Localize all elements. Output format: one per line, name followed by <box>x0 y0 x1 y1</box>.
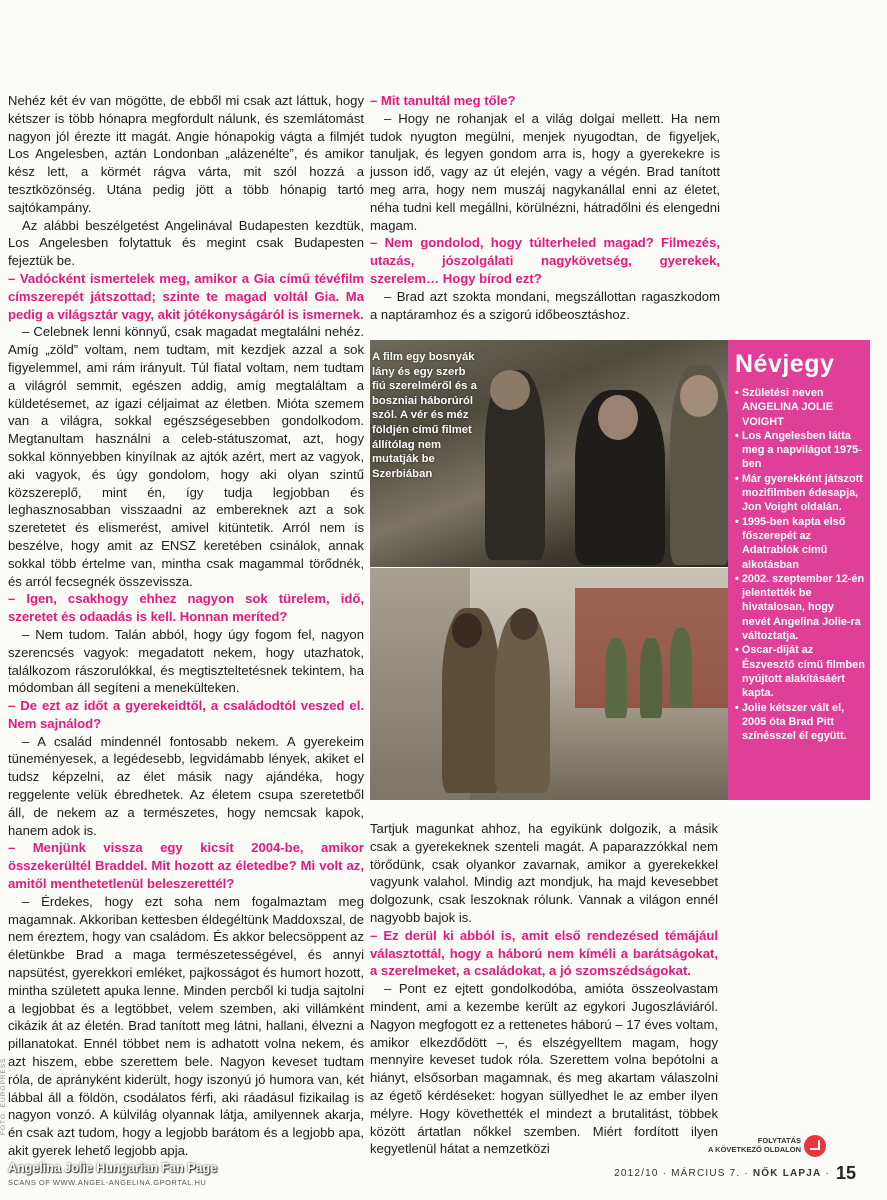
nevjegy-item: • Jolie kétszer vált el, 2005 óta Brad Pitt színésszel él együtt. <box>735 701 865 744</box>
fan-page-watermark: Angelina Jolie Hungarian Fan Page <box>8 1161 218 1175</box>
nevjegy-item: • 2002. szeptember 12-én jelentették be hivatalosan, hogy nevét Angelina Jolie-ra változtatja. <box>735 572 865 643</box>
continue-line1: FOLYTATÁS <box>757 1136 801 1145</box>
nevjegy-title: Névjegy <box>735 350 835 378</box>
paragraph: Nehéz két év van mögötte, de ebből mi csak azt láttuk, hogy kétszer is több hónapra megfordult nálunk, és szemlátomást nagyon jól érezte itt magát. Angie hónapokig vágta a filmjét Los Angelesben, aztán Londonban „alázenélte”, és amikor kész lett, a körmét rágva várta, mit szól hozzá a tesztközönség. Utána pedig jött a több hónapig tartó sajtókampány. <box>8 93 364 215</box>
footer-magazine: NŐK LAPJA <box>752 1168 822 1179</box>
nevjegy-item: • Oscar-díját az Észvesztő című filmben nyújtott alakításáért kapta. <box>735 643 865 700</box>
paragraph: Tartjuk magunkat ahhoz, ha egyikünk dolgozik, a másik csak a gyerekeknek szenteli magát. A paparazzókkal nem törődünk, csak olyankor zavarnak, amikor a gyerekekkel vagyunk valahol. Mindig azt mondjuk, ha majd kevesebbet dolgozunk, csak leszoknak rólunk. Vannak a világon ennél nagyobb bajok is. <box>370 821 718 925</box>
nevjegy-item: • 1995-ben kapta első főszerepét az Adatrablók című alkotásban <box>735 515 865 572</box>
question: – De ezt az időt a gyerekeidtől, a családodtól veszed el. Nem sajnálod? <box>8 698 364 731</box>
page-footer: 2012/10 · MÁRCIUS 7. · NŐK LAPJA · <box>614 1168 830 1179</box>
question: – Mit tanultál meg tőle? <box>370 93 516 108</box>
question: – Vadócként ismertelek meg, amikor a Gia című tévéfilm címszerepét játszottad; szinte te magad voltál Gia. Ma pedig a világsztár vagy, akit jótékonyságáról is ismernek. <box>8 270 364 322</box>
footer-date: MÁRCIUS 7. <box>671 1168 741 1179</box>
right-bottom-column <box>370 820 718 1158</box>
continue-note <box>695 1136 801 1154</box>
nevjegy-item: • Már gyerekként játszott mozifilmben édesapja, Jon Voight oldalán. <box>735 472 865 515</box>
paragraph: – Nem tudom. Talán abból, hogy úgy fogom fel, nagyon szerencsés vagyok: megadatott nekem, hogy utazhatok, találkozom rászorulókkal, és megtiszteltetésnek tekintem, ha módomban áll segíteni a menekülteken. <box>8 626 364 696</box>
left-column <box>8 92 364 1160</box>
paragraph: – Hogy ne rohanjak el a világ dolgai mellett. Ha nem tudok nyugton megülni, menjek nyugodtan, de figyeljek, tanuljak, és legyen gondom arra is, hogy a gyerekekre is jusson idő, vagy az út elején, vagy a végén. Brad tanított meg arra, hogy nem muszáj nagykanállal enni az életet, néha tudni kell megállni, körülnézni, hátradőlni és elengedni magam. <box>370 110 720 233</box>
nevjegy-box <box>728 340 870 800</box>
photo-credit: FOTÓ: EUROPRESS <box>0 1057 7 1135</box>
question: – Nem gondolod, hogy túlterheled magad? Filmezés, utazás, jószolgálati nagykövetség, gyerekek, szerelem… Hogy bírod ezt? <box>370 235 720 286</box>
arrow-down-right-icon <box>804 1135 826 1157</box>
paragraph: – Pont ez ejtett gondolkodóba, amióta összeolvastam mindent, ami a kezembe került az egykori Jugoszláviáról. Nagyon megfogott ez a rettenetes háború – 17 éves voltam, amikor elkezdődött –, és elszégyelltem magam, hogy mennyire keveset tudok róla. Szerettem volna bepótolni a hiányt, elsősorban magamnak, és meg akartam válaszolni az égető kérdéseket: hogyan süllyedhet le az ember ilyen mélyre. Hogy követhették el mindezt a brutalitást, többek között ártatlan nőkkel szemben. Miért fordított ilyen kegyetlenül hátat a nemzetközi <box>370 981 718 1157</box>
paragraph: – A család mindennél fontosabb nekem. A gyerekeim tüneményesek, a legédesebb, legvidámabb lények, akiket el tudsz képzelni, az élet másik nagy ajándéka, hogy reggelente velük ébredhetek. Az életem csupa szeretetből áll, de nekem az a természetes, hogy nemcsak kapok, hanem adok is. <box>8 733 364 838</box>
right-top-column <box>370 92 720 323</box>
photo-caption: A film egy bosnyák lány és egy szerb fiú szerelméről és a boszniai háborúról szól. A vér és méz földjén című filmet állítólag nem mutatják be Szerbiában <box>372 351 477 480</box>
fan-page-watermark-sub: SCANS OF WWW.ANGEL-ANGELINA.GPORTAL.HU <box>8 1178 207 1187</box>
question: – Menjünk vissza egy kicsit 2004-be, amikor összekerültél Braddel. Mit hozott az életedbe? Mi volt az, amitől menthetetlenül beleszerettél? <box>8 840 364 892</box>
film-still-bottom <box>370 568 728 800</box>
nevjegy-list <box>735 386 865 743</box>
paragraph: – Érdekes, hogy ezt soha nem fogalmaztam meg magamnak. Akkoriban kettesben éldegéltünk Maddoxszal, de nem éreztem, hogy van családom. És akkor belecsöppent az életünkbe Brad a maga természetességével, és annyi napsütést, gyerekkori emléket, pajkosságot és humort hozott, mintha született apuka lenne. Minden percből ki tudja sajtolni a legjobbat és a legtöbbet, velem szemben, aki villámként cikázik át az életén. Brad tanított meg látni, hallani, élvezni a pillanatokat. Ennél többet nem is adhatott volna nekem, és azt hiszem, ebbe szerettem bele. Nagyon keveset tudtam róla, de aprányként kiderült, hogy iszonyú jó humora van, két lábbal áll a földön, csodálatos férfi, aki ráadásul fizikailag is nagyon vonzó. A külvilág olyannak látja, amilyennek akarja, én csak azt tudom, hogy a legjobb barátom és a legjobb apa, akit gyerek lehető legjobb apja. <box>8 893 364 1159</box>
paragraph: – Brad azt szokta mondani, megszállottan ragaszkodom a naptáramhoz és a szigorú időbeosztáshoz. <box>370 288 720 322</box>
paragraph: Az alábbi beszélgetést Angelinával Budapesten kezdtük, Los Angelesben folytattuk és megint csak Budapesten fejeztük be. <box>8 217 364 269</box>
nevjegy-item: • Születési neven ANGELINA JOLIE VOIGHT <box>735 386 865 429</box>
page-number: 15 <box>836 1163 857 1183</box>
continue-line2: A KÖVETKEZŐ OLDALON <box>707 1145 801 1154</box>
question: – Ez derül ki abból is, amit első rendezésed témájául választottál, hogy a háború nem kíméli a barátságokat, a szerelmeket, a családokat, a jó szomszédságokat. <box>370 927 718 979</box>
paragraph: – Celebnek lenni könnyű, csak magadat megtalálni nehéz. Amíg „zöld” voltam, nem tudtam, mit kezdjek azzal a sok figyelemmel, ami rám irányult. Túl fiatal voltam, nem tudtam a világról semmit, egészen addig, amíg megtaláltam a küldetésemet, az igazi céljaimat az életben. Mióta szemem van a világra, sokkal egészségesebben gondolkodom. Megtanultam használni a celeb-státuszomat, azt, hogy sokkal könnyebben kinyílnak az ajtók azért, mert az vagyok, aki vagyok, és úgy gondolom, hogy aki olyan szintű közszereplő, mint én, így tudja legjobban és leghasznosabban visszaadni az embereknek azt a sok szeretetet és elismerést, amivel kitüntetik. Arról nem is beszélve, hogy amit az ENSZ keretében csinálok, annak sokkal több értelme van, mintha csak magammal törődnék, és arról fecsegnék összevissza. <box>8 324 364 589</box>
question: – Igen, csakhogy ehhez nagyon sok türelem, idő, szeretet és odaadás is kell. Honnan meríted? <box>8 591 364 625</box>
footer-issue: 2012/10 <box>614 1168 659 1179</box>
nevjegy-item: • Los Angelesben látta meg a napvilágot 1975-ben <box>735 429 865 472</box>
